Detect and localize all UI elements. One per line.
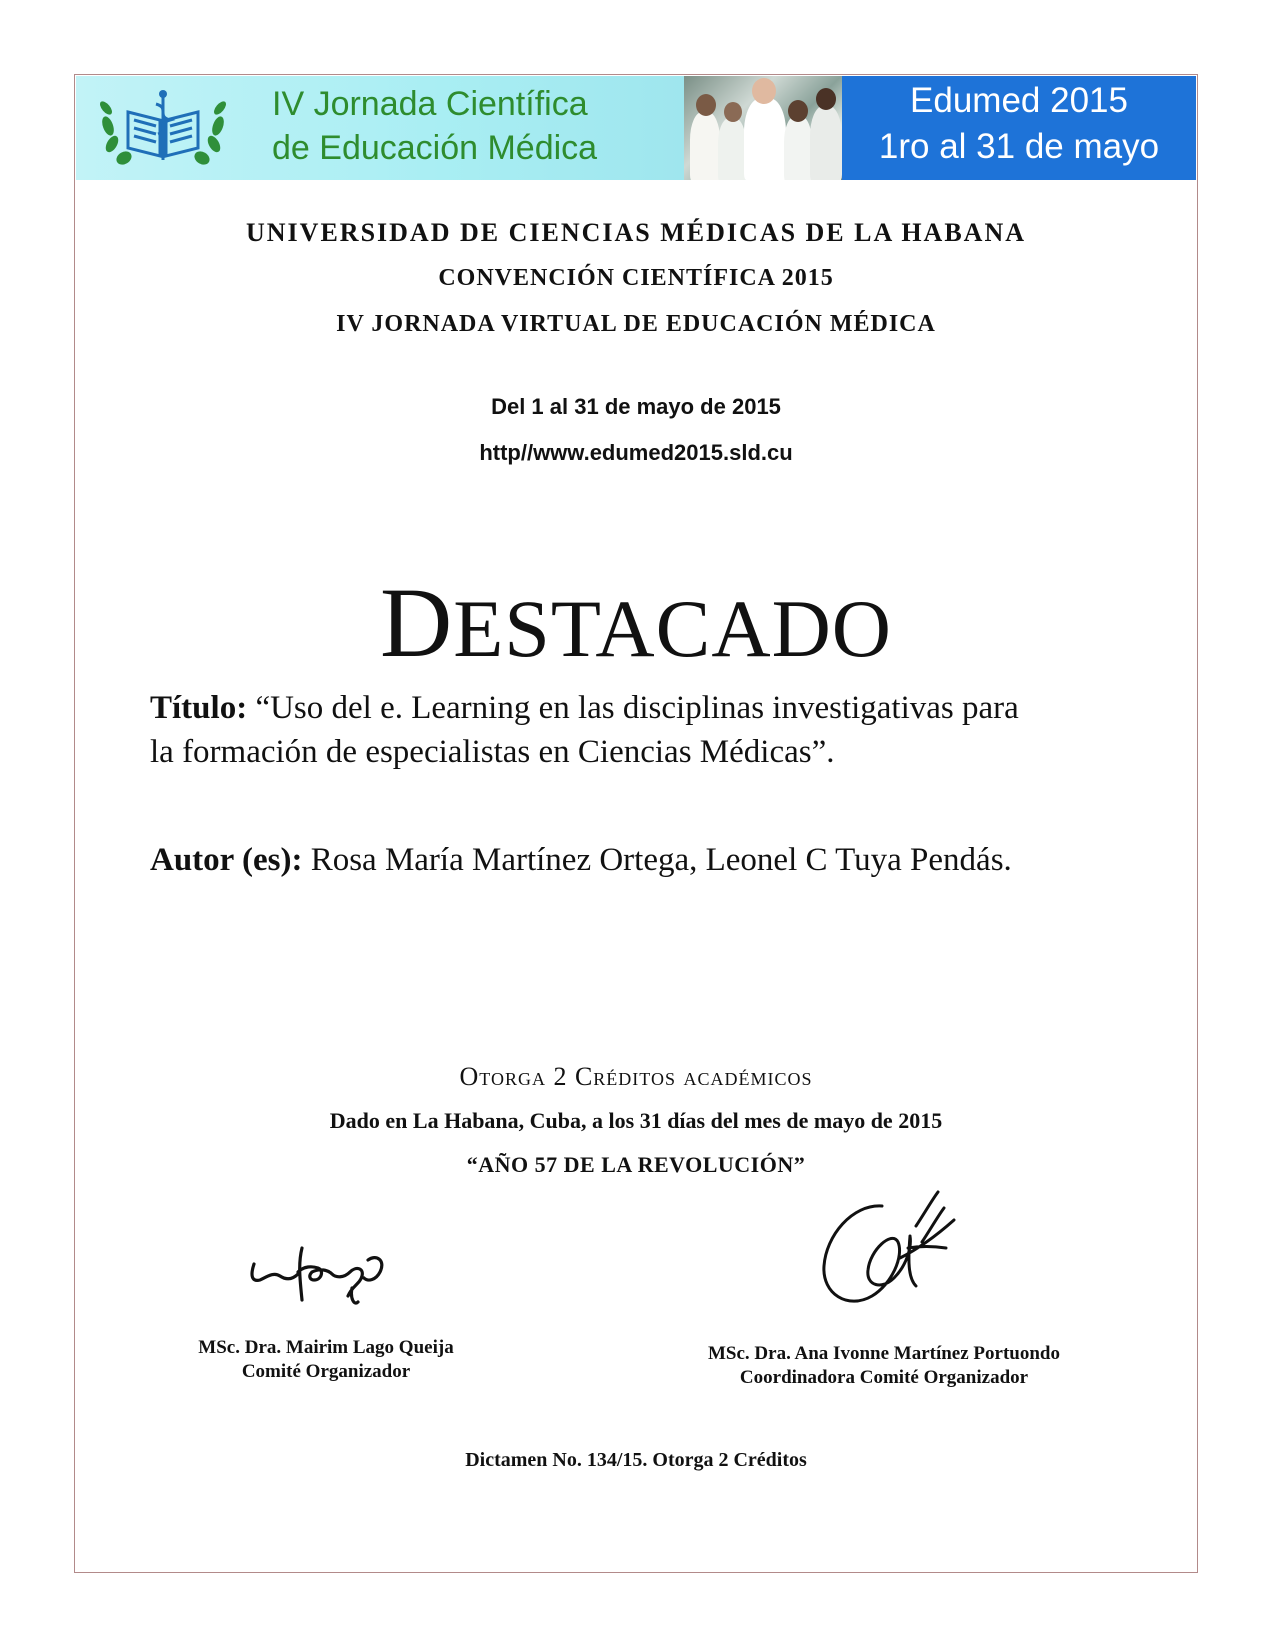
authors-names: Rosa María Martínez Ortega, Leonel C Tuya Pendás.: [310, 842, 1012, 878]
authors-label: Autor (es):: [150, 842, 303, 878]
university-heading: UNIVERSIDAD DE CIENCIAS MÉDICAS DE LA HABANA: [246, 218, 1026, 247]
credits-otorga: Otorga: [459, 1062, 546, 1091]
event-dates: Del 1 al 31 de mayo de 2015: [491, 394, 781, 419]
event-url[interactable]: [76, 438, 1196, 468]
credits-label: Créditos académicos: [574, 1062, 813, 1091]
left-signatory: [186, 1336, 466, 1384]
banner-title-line-1: IV Jornada Científica: [272, 85, 588, 123]
title-label: Título:: [150, 690, 248, 726]
year-motto: “AÑO 57 DE LA REVOLUCIÓN”: [466, 1152, 806, 1177]
credits-number: 2: [553, 1062, 568, 1091]
banner-edumed-line: Edumed 2015: [910, 81, 1128, 120]
right-signature: [812, 1186, 962, 1316]
dictamen-footer: Dictamen No. 134/15. Otorga 2 Créditos: [465, 1449, 807, 1471]
work-title: [150, 686, 1130, 774]
given-in-line: Dado en La Habana, Cuba, a los 31 días del mes de mayo de 2015: [329, 1108, 943, 1133]
award-title-rest: ESTACADO: [453, 583, 892, 674]
banner-title-line-2: de Educación Médica: [272, 129, 598, 167]
banner-dates-line: 1ro al 31 de mayo: [878, 127, 1160, 166]
title-line-2: la formación de especialistas en Ciencias Médicas”.: [150, 734, 835, 770]
banner-right-panel: [842, 76, 1196, 180]
award-title-initial: D: [380, 567, 454, 678]
banner-left-panel: [76, 76, 684, 180]
title-line-1: “Uso del e. Learning en las disciplinas investigativas para: [255, 690, 1019, 726]
event-banner: [76, 76, 1196, 180]
left-signature: [240, 1236, 400, 1316]
right-signatory: [688, 1342, 1080, 1390]
left-signatory-name: MSc. Dra. Mairim Lago Queija: [198, 1337, 454, 1358]
book-caduceus-laurel-icon: [98, 86, 228, 170]
jornada-heading: IV JORNADA VIRTUAL DE EDUCACIÓN MÉDICA: [336, 311, 936, 337]
work-authors: [150, 838, 1130, 882]
credits-line: [76, 1060, 1196, 1094]
right-signatory-role: Coordinadora Comité Organizador: [739, 1367, 1029, 1388]
event-url-text[interactable]: http//www.edumed2015.sld.cu: [479, 440, 793, 465]
medical-staff-photo: [684, 76, 842, 180]
left-signatory-role: Comité Organizador: [241, 1361, 411, 1382]
right-signatory-name: MSc. Dra. Ana Ivonne Martínez Portuondo: [707, 1343, 1060, 1364]
convention-heading: CONVENCIÓN CIENTÍFICA 2015: [438, 265, 834, 291]
award-title: [76, 568, 1196, 684]
